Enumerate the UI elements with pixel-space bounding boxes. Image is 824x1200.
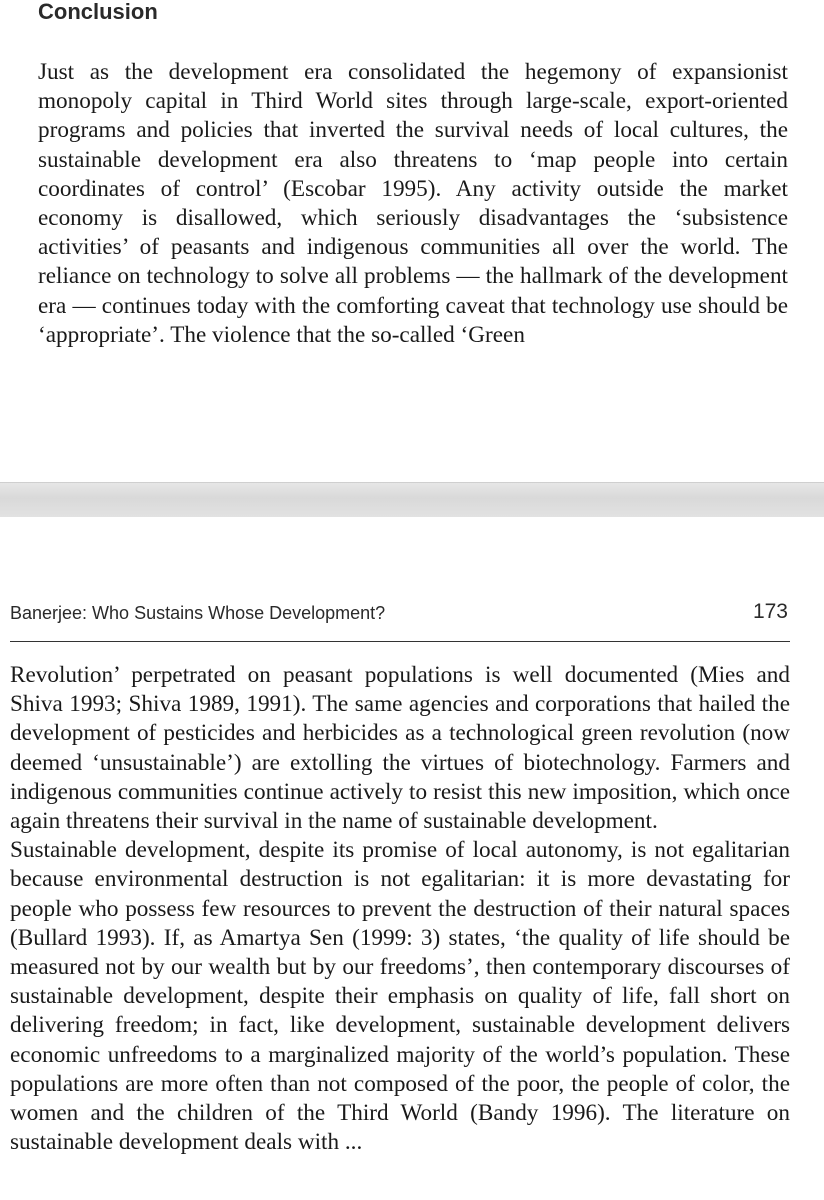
header-rule	[10, 641, 790, 642]
page-number: 173	[752, 600, 788, 623]
revolution-paragraph: Revolution’ perpetrated on peasant populations is well documented (Mies and Shiva 1993; Shiva 1989, 1991). The same agencies and corporations that hailed the development of pesticides and herbicides as a technological green revolution (now deemed ‘unsustainable’) are extolling the virtues of biotechnology. Farmers and indigenous communities continue actively to resist this new imposition, which once again threatens their survival in the name of sustainable development.	[10, 662, 790, 835]
bottom-text-block	[10, 661, 790, 1157]
section-heading: Conclusion	[38, 0, 158, 24]
conclusion-paragraph: Just as the development era consolidated the hegemony of expansionist monopoly capital in Third World sites through large-scale, export-oriented programs and policies that inverted the survival needs of local cultures, the sustainable development era also threatens to ‘map people into certain coordinates of control’ (Escobar 1995). Any activity outside the market economy is disallowed, which seriously disadvantages the ‘subsistence activities’ of peasants and indigenous communities all over the world. The reliance on technology to solve all problems — the hallmark of the development era — continues today with the comforting caveat that technology use should be ‘appropriate’. The violence that the so-called ‘Green	[38, 59, 788, 348]
top-page	[0, 0, 824, 482]
running-head: Banerjee: Who Sustains Whose Development?	[10, 603, 386, 623]
page-divider	[0, 482, 824, 518]
bottom-page	[0, 517, 824, 1200]
sustainable-development-paragraph: Sustainable development, despite its promise of local autonomy, is not egalitarian because environmental destruction is not egalitarian: it is more devastating for people who possess few resources to prevent the destruction of their natural spaces (Bullard 1993). If, as Amartya Sen (1999: 3) states, ‘the quality of life should be measured not by our wealth but by our freedoms’, then contemporary discourses of sustainable development, despite their emphasis on quality of life, fall short on delivering freedom; in fact, like development, sustainable development delivers economic unfreedoms to a marginalized majority of the world’s population. These populations are more often than not composed of the poor, the people of color, the women and the children of the Third World (Bandy 1996). The literature on sustainable development deals with ...	[10, 837, 790, 1156]
